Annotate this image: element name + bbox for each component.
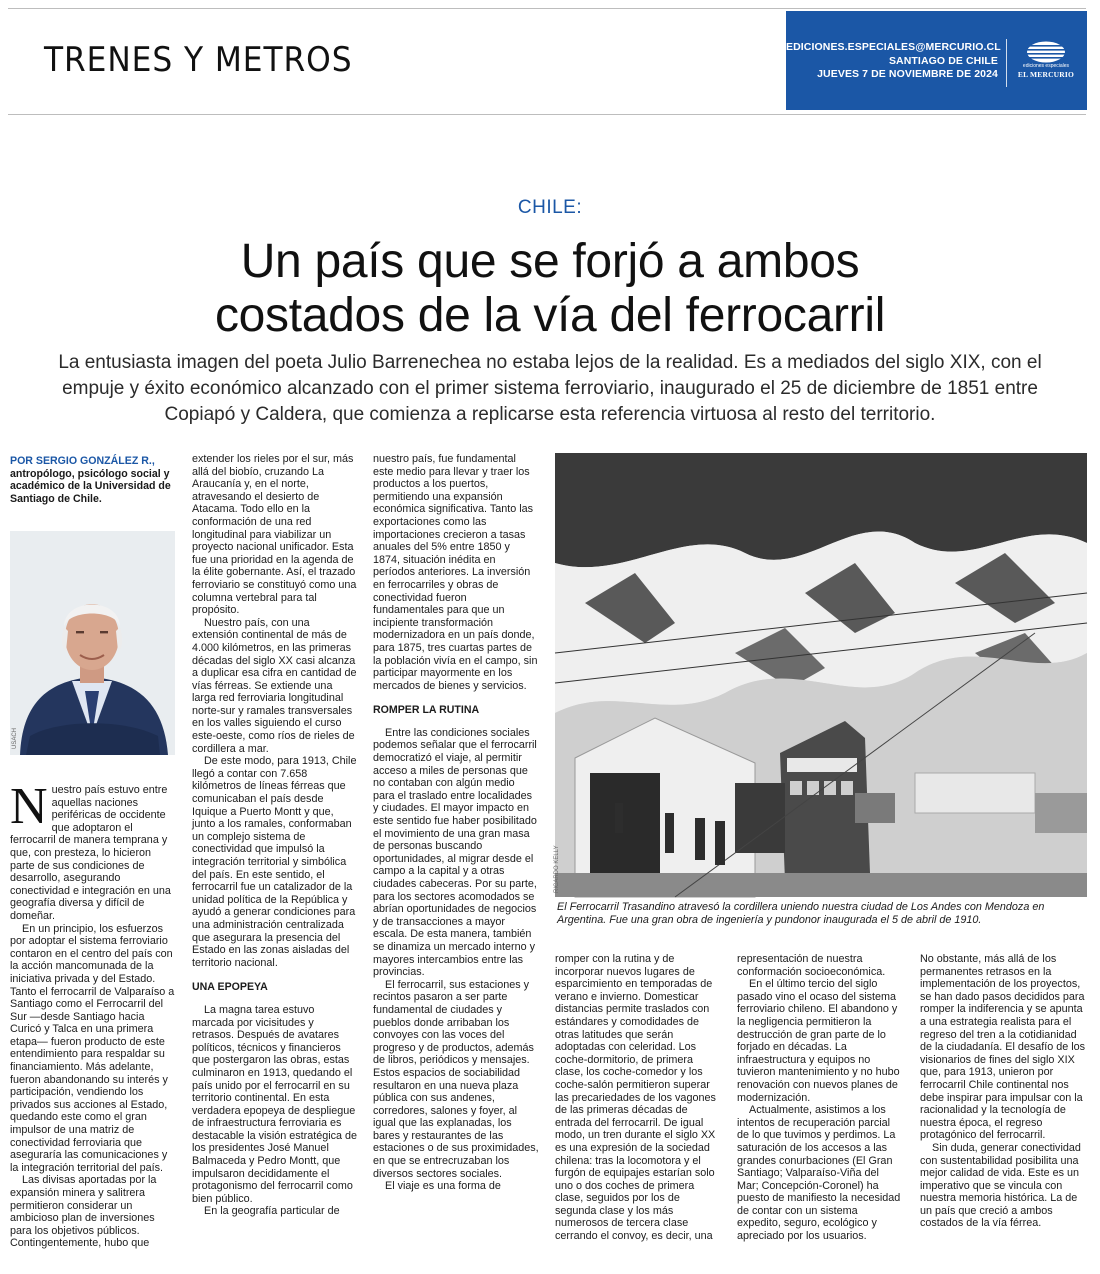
col3-paragraph-1: nuestro país, fue fundamental este medio para llevar y traer los productos a los puertos, permitiendo una expansión económica significativa. Tanto las exportaciones como las importaciones crecieron a tasas anuales del 5% entre 1850 y 1874, situación inédita en períodos anteriores. La inversión en ferrocarriles y obras de conectividad fueron fundamentales para que un incipiente transformación modernizadora en un país donde, para 1875, tres cuartas partes de la población vivía en el campo, sin participar mayormente en los mercados de bienes y servicios. (373, 453, 538, 692)
header-rule (8, 114, 1086, 115)
column-4 (555, 953, 721, 1243)
subhead-una-epopeya: UNA EPOPEYA (192, 981, 268, 994)
el-mercurio-logo (1012, 41, 1080, 79)
railway-image (555, 453, 1087, 897)
top-rule (8, 8, 1086, 9)
col2-paragraph-5: En la geografía particular de (204, 1205, 340, 1218)
headline-line-1: Un país que se forjó a ambos (240, 235, 860, 288)
masthead (786, 11, 1087, 110)
col1-paragraph-1: uestro país estuvo entre aquellas naciones periféricas de occidente que adoptaron el ferrocarril de manera temprana y que, con presteza, lo hicieron parte de sus condiciones de desarrollo, asegurando conectividad e integración en una geografía diversa y difícil de domeñar. (10, 784, 171, 922)
author-portrait (10, 531, 175, 755)
headline-line-2: costados de la vía del ferrocarril (214, 289, 886, 342)
subhead-romper-la-rutina: ROMPER LA RUTINA (373, 704, 480, 717)
col5-paragraph-3: Actualmente, asistimos a los intentos de recuperación parcial de lo que tuvimos y perdimos. La saturación de los accesos a las grandes conurbaciones (El Gran Santiago; Valparaíso-Viña del Mar; Concepción-Coronel) ha puesto de manifiesto la necesidad de contar con un sistema expedito, seguro, ecológico y apreciado por los usuarios. (737, 1104, 901, 1243)
trasandino-photo (555, 453, 1087, 897)
article-headline (60, 235, 1040, 343)
portrait-credit: USACH (12, 727, 18, 749)
col1-paragraph-2: En un principio, los esfuerzos por adoptar el sistema ferroviario contaron en el centro del país con la acción mancomunada de la iniciativa privada y del Estado. Tanto el ferrocarril de Valparaíso a Santiago como el Ferrocarril del Sur —desde Santiago hacia Curicó y Talca en una primera etapa— fueron producto de este entendimiento para respaldar su financiamiento. Más adelante, fueron abandonando su interés y participación, vendiendo los privados sus acciones al Estado, quedando este como el gran impulsor de una matriz de conectividad ferroviaria que aseguraría las comunicaciones y la integración territorial del país. (10, 922, 175, 1174)
col3-paragraph-2: Entre las condiciones sociales podemos señalar que el ferrocarril democratizó el viaje, al permitir acceso a miles de personas que no contaban con algún medio para el traslado entre localidades y ciudades. El mayor impacto en este sentido fue haber posibilitado el movimiento de una gran masa de personas buscando oportunidades, al migrar desde el campo a la capital y a otras ciudades cabeceras. Por su parte, para los sectores acomodados se abrían oportunidades de negocios y de transacciones a mayor escala. De esta manera, también se dinamiza un mercado interno y mayores intercambios entre las provincias. (373, 726, 537, 979)
portrait-image (10, 531, 175, 755)
column-3 (373, 453, 539, 1193)
logo-name: EL MERCURIO (1017, 70, 1075, 79)
col3-paragraph-4: El viaje es una forma de (385, 1180, 501, 1193)
article-kicker: CHILE: (517, 197, 583, 218)
col3-paragraph-3: El ferrocarril, sus estaciones y recintos pasaron a ser parte fundamental de ciudades y pueblos donde arribaban los convoyes con las voces del progreso y de productos, además de libros, periódicos y mensajes. Estos espacios de sociabilidad resultaron en una nueva plaza pública con sus andenes, corredores, salones y foyer, al igual que las explanadas, los bares y restaurantes de las estaciones o de sus proximidades, en que se entrecruzaban los diversos sectores sociales. (373, 978, 539, 1180)
masthead-date: JUEVES 7 DE NOVIEMBRE DE 2024 (817, 68, 998, 80)
masthead-info (786, 41, 1001, 82)
byline (10, 455, 175, 505)
globe-logo-icon (1026, 41, 1066, 63)
col6-paragraph-2: Sin duda, generar conectividad con sustentabilidad posibilita una mejor calidad de vida. Este es un imperativo que se vincula con nuestra memoria histórica. La de un país que creció a ambos costados de la vía férrea. (920, 1141, 1081, 1230)
section-title: TRENES Y METROS (44, 40, 353, 80)
masthead-city: SANTIAGO DE CHILE (888, 54, 998, 67)
col1-paragraph-3: Las divisas aportadas por la expansión minera y salitrera permitieron considerar un ambicioso plan de inversiones para los objetivos públicos. Contingentemente, hubo que (10, 1174, 157, 1250)
col5-paragraph-2: En el último tercio del siglo pasado vino el ocaso del sistema ferroviario chileno. El abandono y la negligencia permitieron la destrucción de gran parte de lo forjado en décadas. La infraestructura y equipos no tuvieron mantenimiento y no hubo renovación con nuevos planes de modernización. (737, 978, 900, 1104)
col2-paragraph-3: De este modo, para 1913, Chile llegó a contar con 7.658 kilómetros de líneas férreas que comunicaban el país desde Iquique a Puerto Montt y que, junto a los ramales, conformaban un complejo sistema de conectividad que impulsó la integración territorial y simbólica del país. En este sentido, el ferrocarril fue un catalizador de la unidad política de la República y ayudó a generar condiciones para una administración centralizada que asegurara la presencia del Estado en las zonas aisladas del territorio nacional. (192, 755, 357, 969)
masthead-divider (1006, 39, 1007, 87)
col4-paragraph-1: romper con la rutina y de incorporar nuevos lugares de esparcimiento en temporadas de verano e invierno. Domesticar distancias permite traslados con estándares y comodidades de otras latitudes que serán adoptadas con celeridad. Los coche-dormitorio, de primera clase, los coche-comedor y los coche-salón permitieron superar las precariedades de los vagones de las primeras décadas de entrada del ferrocarril. De igual modo, un tren durante el siglo XX es una expresión de la sociedad chilena: tras la locomotora y el furgón de equipajes estarían solo uno o dos coches de primera clase, seguidos por los de segunda clase y los más numerosos de tercera clase cerrando el convoy, es decir, una (555, 953, 716, 1243)
col2-paragraph-1: extender los rieles por el sur, más allá del biobío, cruzando La Araucanía y, en el norte, atravesando el desierto de Atacama. Todo ello en la conformación de una red longitudinal para viabilizar un proyecto nacional unificador. Esta fue una prioridad en la agenda de la élite gobernante. Así, el trazado ferroviario se constituyó como una columna vertebral para tal propósito. (192, 453, 357, 617)
byline-credentials: antropólogo, psicólogo social y académico de la Universidad de Santiago de Chile. (10, 467, 171, 505)
masthead-email[interactable]: EDICIONES.ESPECIALES@MERCURIO.CL (786, 41, 1001, 53)
photo-credit: RICARDO KELLY (554, 845, 560, 893)
column-6 (920, 953, 1086, 1230)
byline-author: POR SERGIO GONZÁLEZ R., (10, 455, 155, 467)
photo-caption: El Ferrocarril Trasandino atravesó la cordillera uniendo nuestra ciudad de Los Andes con Mendoza en Argentina. Fue una gran obra de ingeniería y pundonor inaugurada el 5 de abril de 1910. (557, 901, 1045, 926)
drop-cap: N (10, 778, 48, 835)
col2-paragraph-4: La magna tarea estuvo marcada por vicisitudes y retrasos. Después de avatares políticos, técnicos y financieros que postergaron las obras, estas culminaron en 1913, quedando el país unido por el ferrocarril en su territorio continental. En esta verdadera epopeya de despliegue de infraestructura ferroviaria es destacable la visión estratégica de los presidentes José Manuel Balmaceda y Pedro Montt, que impulsaron decididamente el protagonismo del ferrocarril como bien público. (192, 1003, 358, 1205)
col2-paragraph-2: Nuestro país, con una extensión continental de más de 4.000 kilómetros, en las primeras décadas del siglo XX casi alcanza a duplicar esa cifra en cantidad de vías férreas. Se extiende una larga red ferroviaria longitudinal norte-sur y ramales transversales en los valles siguiendo el curso este-oeste, como ríos de rieles de cordillera a mar. (192, 616, 357, 755)
logo-tagline: ediciones especiales (1022, 63, 1070, 69)
article-dek: La entusiasta imagen del poeta Julio Barrenechea no estaba lejos de la realidad. Es a mediados del siglo XIX, con el empuje y éxito económico alcanzado con el primer sistema ferroviario, inaugurado el 25 de diciembre de 1851 entre Copiapó y Caldera, que comienza a replicarse esta referencia virtuosa al resto del territorio. (58, 352, 1042, 425)
column-2 (192, 453, 358, 1218)
col5-paragraph-1: representación de nuestra conformación socioeconómica. (737, 953, 886, 978)
column-1 (10, 778, 175, 1250)
column-5 (737, 953, 903, 1243)
col6-paragraph-1: No obstante, más allá de los permanentes retrasos en la implementación de los proyectos, se han dado pasos decididos para romper la indiferencia y se apunta a una estrategia realista para el regreso del tren a la cotidianidad de la ciudadanía. El desafío de los visionarios de fines del siglo XIX que, para 1913, unieron por ferrocarril Chile continental nos debe inspirar para impulsar con la racionalidad y la tecnología de nuestra época, el regreso protagónico del ferrocarril. (920, 953, 1086, 1142)
